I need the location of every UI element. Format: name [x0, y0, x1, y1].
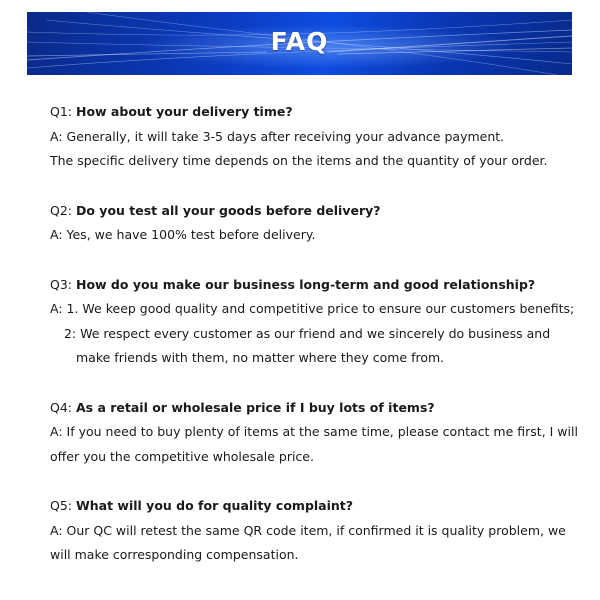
- answer-line: A: Our QC will retest the same QR code item, if confirmed it is quality problem, we: [50, 522, 566, 538]
- faq-question-2: [50, 199, 570, 224]
- faq-question-5: [50, 494, 570, 519]
- faq-item-3: [50, 273, 575, 371]
- question-prefix: Q1:: [50, 104, 76, 119]
- question-text: What will you do for quality complaint?: [75, 498, 354, 513]
- answer-line: A: 1. We keep good quality and competitive price to ensure our customers benefits;: [50, 301, 575, 316]
- question-prefix: Q5:: [50, 498, 76, 513]
- faq-question-3: [50, 273, 570, 298]
- faq-item-5: [50, 494, 570, 568]
- question-text: Do you test all your goods before delivery?: [75, 202, 381, 218]
- answer-line: The specific delivery time depends on the items and the quantity of your order.: [50, 153, 548, 168]
- faq-item-4: [50, 396, 578, 470]
- question-prefix: Q3:: [50, 276, 76, 292]
- answer-line: make friends with them, no matter where they come from.: [76, 350, 445, 365]
- question-prefix: Q2:: [50, 202, 76, 218]
- question-prefix: Q4:: [50, 399, 76, 415]
- answer-line: offer you the competitive wholesale price.: [50, 448, 314, 464]
- faq-list: [50, 100, 578, 593]
- faq-question-4: [50, 396, 570, 421]
- faq-item-1: [50, 100, 570, 174]
- faq-question-1: [50, 100, 570, 125]
- question-text: How about your delivery time?: [75, 104, 293, 119]
- faq-item-2: [50, 199, 570, 248]
- faq-banner: [27, 12, 572, 75]
- faq-title: FAQ: [270, 27, 329, 56]
- answer-line: A: Generally, it will take 3-5 days after receiving your advance payment.: [50, 128, 505, 144]
- answer-line: will make corresponding compensation.: [50, 547, 299, 562]
- answer-line: A: Yes, we have 100% test before delivery.: [50, 227, 316, 242]
- question-text: How do you make our business long-term and good relationship?: [75, 276, 536, 292]
- question-text: As a retail or wholesale price if I buy lots of items?: [75, 399, 435, 415]
- answer-line: 2: We respect every customer as our friend and we sincerely do business and: [64, 325, 551, 341]
- answer-line: A: If you need to buy plenty of items at the same time, please contact me first, I will: [50, 424, 578, 439]
